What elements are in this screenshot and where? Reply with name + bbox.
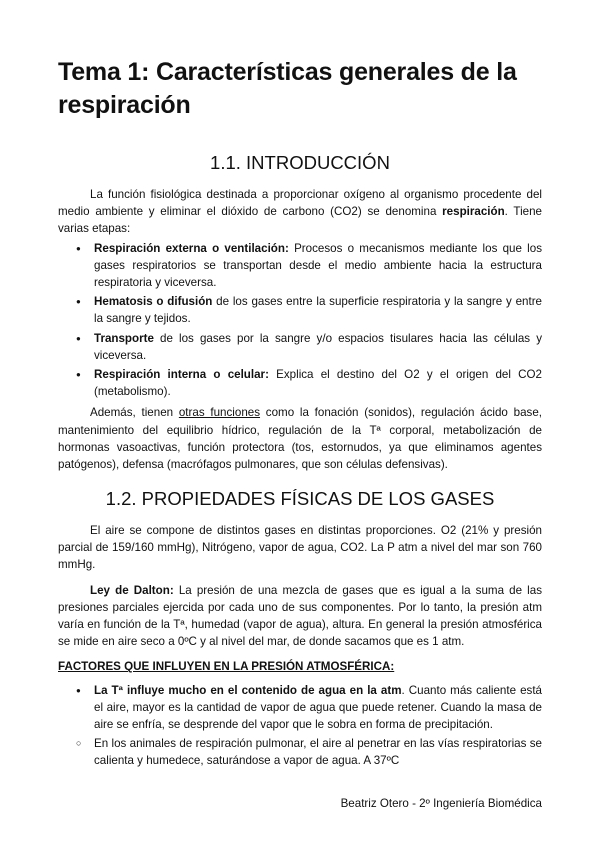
factors-heading: FACTORES QUE INFLUYEN EN LA PRESIÓN ATMOSFÉRICA: <box>58 660 395 674</box>
list-item: ● La Tª influye mucho en el contenido de agua en la atm. Cuanto más caliente está el aire, mayor es la cantidad de vapor de agua que puede retener. Cuando la masa de aire se enfría, se desprende del vapor que le sobra en forma de precipitación. ○ En los animales de respiración pulmonar, el aire al penetrar en las vías respiratorias se calienta y humedece, saturándose a vapor de agua. A 37ºC <box>58 682 542 770</box>
other-functions-paragraph: Además, tienen otras funciones como la fonación (sonidos), regulación ácido base, mantenimiento del equilibrio hídrico, regulación de la Tª corporal, metabolización de hormonas vasoactivas, función protectora (tos, estornudos, ya que eliminamos agentes patógenos), defensa (macrófagos pulmonares, que son células defensivas). <box>58 406 542 472</box>
propiedades-block <box>58 522 542 772</box>
introduccion-block <box>58 186 542 473</box>
factors-list <box>58 682 542 770</box>
air-paragraph: El aire se compone de distintos gases en distintas proporciones. O2 (21% y presión parcial de 159/160 mmHg), Nitrógeno, vapor de agua, CO2. La P atm a nivel del mar son 760 mmHg. <box>58 524 542 572</box>
stages-list <box>58 240 542 401</box>
page-footer: Beatriz Otero - 2º Ingeniería Biomédica <box>340 797 542 810</box>
list-item: ● Hematosis o difusión de los gases entre la superficie respiratoria y la sangre y entre la sangre y tejidos. <box>58 293 542 327</box>
document-title: Tema 1: Características generales de la respiración <box>58 58 517 119</box>
list-item: ● Respiración interna o celular: Explica el destino del O2 y el origen del CO2 (metabolismo). <box>58 366 542 400</box>
dalton-paragraph: Ley de Dalton: La presión de una mezcla de gases que es igual a la suma de las presiones parciales ejercida por cada uno de sus componentes. Por lo tanto, la presión atm varía en función de la Tª, humedad (vapor de agua), altura. En general la presión atmosférica se mide en aire seco a 0ºC y al nivel del mar, de donde sacamos que es 1 atm. <box>58 583 542 649</box>
sub-list <box>58 735 542 769</box>
otras-funciones-underlined: otras funciones <box>178 406 261 420</box>
list-item: ● Respiración externa o ventilación: Procesos o mecanismos mediante los que los gases respiratorios se transportan desde el medio ambiente hacia la estructura respiratoria y viceversa. <box>58 240 542 292</box>
intro-paragraph: La función fisiológica destinada a proporcionar oxígeno al organismo procedente del medio ambiente y eliminar el dióxido de carbono (CO2) se denomina respiración. Tiene varias etapas: <box>58 188 543 236</box>
section-heading-introduccion: 1.1. INTRODUCCIÓN <box>210 152 390 173</box>
list-item: ● Transporte de los gases por la sangre y/o espacios tisulares hacia las células y viceversa. <box>58 330 542 364</box>
list-item: ○ En los animales de respiración pulmonar, el aire al penetrar en las vías respiratorias se calienta y humedece, saturándose a vapor de agua. A 37ºC <box>58 735 542 769</box>
section-heading-propiedades: 1.2. PROPIEDADES FÍSICAS DE LOS GASES <box>105 488 495 509</box>
